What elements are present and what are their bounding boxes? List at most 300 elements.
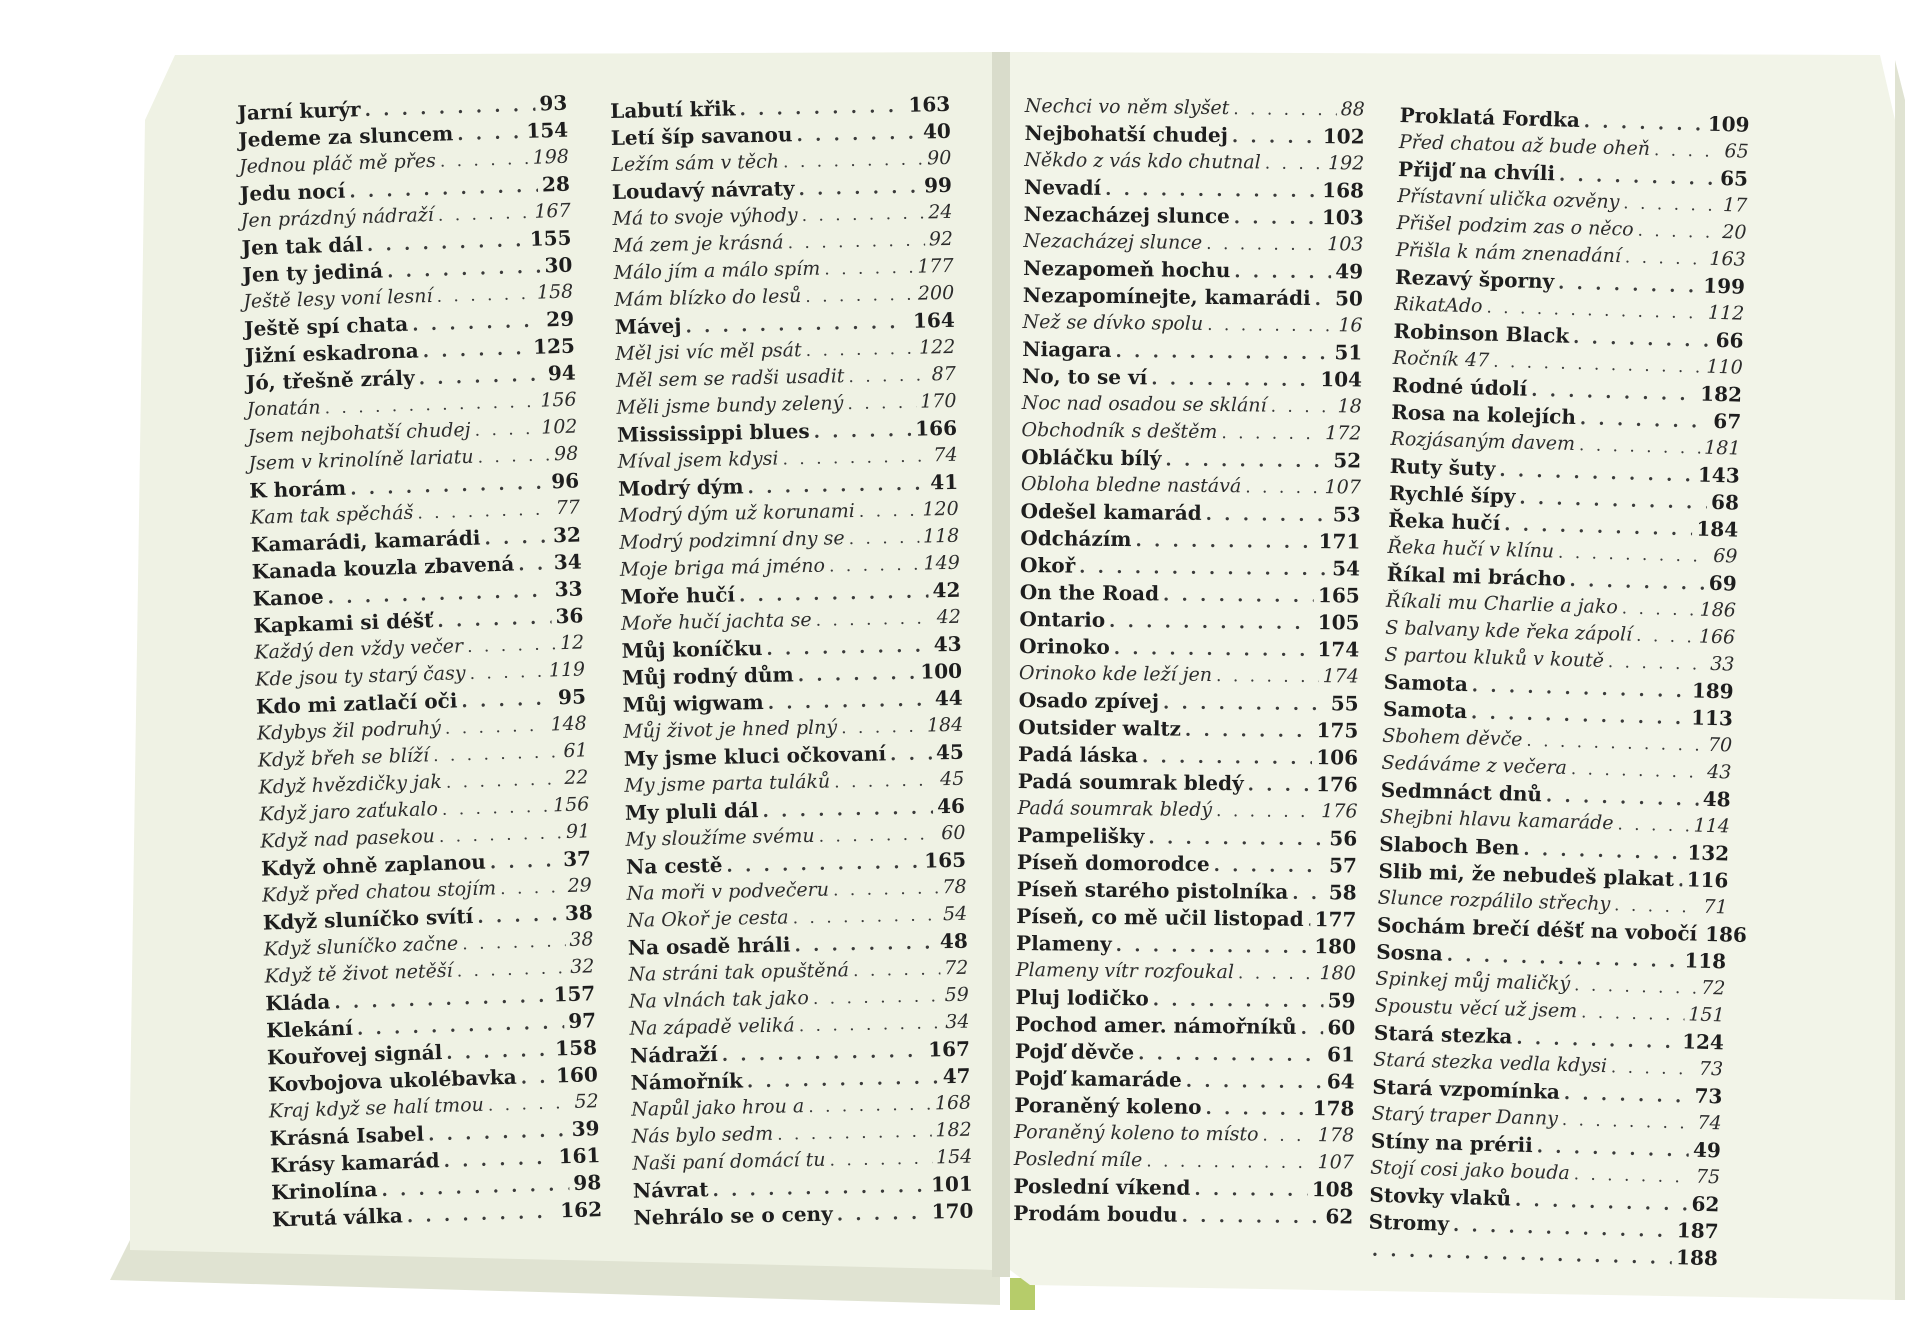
page-number: 75 <box>1695 1165 1721 1189</box>
leader-dots <box>406 1199 556 1231</box>
leader-dots <box>1138 1040 1323 1069</box>
leader-dots <box>782 443 929 473</box>
song-title: Kraj když se halí tmou <box>268 1093 485 1123</box>
page-number: 45 <box>939 767 965 791</box>
leader-dots <box>1262 1123 1314 1151</box>
song-title: Na Okoř je cesta <box>627 906 789 932</box>
leader-dots <box>1581 999 1685 1029</box>
page-number: 177 <box>1314 907 1357 932</box>
leader-dots <box>1625 244 1706 273</box>
leader-dots <box>805 336 915 365</box>
page-number: 18 <box>1337 395 1362 418</box>
page-number: 62 <box>1691 1191 1720 1217</box>
leader-dots <box>500 874 564 903</box>
page-number: 48 <box>1702 786 1731 812</box>
song-title: Pluj lodičko <box>1015 984 1149 1011</box>
page-number: 56 <box>1329 826 1358 851</box>
page-number: 65 <box>1719 165 1749 191</box>
index-entry <box>1016 930 1356 961</box>
leader-dots <box>1148 824 1325 853</box>
index-entry <box>1023 282 1363 313</box>
page-number: 98 <box>572 1170 602 1195</box>
leader-dots <box>1271 394 1334 422</box>
page-number: 65 <box>1724 140 1750 163</box>
leader-dots <box>1248 771 1313 799</box>
leader-dots <box>739 93 905 123</box>
index-entry <box>1018 741 1358 772</box>
page-number: 148 <box>550 712 588 736</box>
leader-dots <box>1701 922 1702 949</box>
song-title: Sochám brečí déšť na vobočí <box>1376 912 1698 946</box>
page-number: 107 <box>1317 1151 1354 1174</box>
page-number: 60 <box>941 821 966 845</box>
song-title: Mám blízko do lesů <box>614 285 802 311</box>
page-number: 168 <box>1322 178 1365 203</box>
page-number: 61 <box>1326 1042 1356 1067</box>
page-number: 17 <box>1722 194 1748 217</box>
song-title: Moře hučí jachta se <box>620 608 812 635</box>
song-title: Na cestě <box>625 852 723 879</box>
page-number: 97 <box>567 1008 597 1034</box>
index-entry <box>1023 228 1363 259</box>
leader-dots <box>747 1064 939 1095</box>
song-title: Osado zpívej <box>1018 687 1160 714</box>
song-title: Jsem v krinolíně lariatu <box>248 445 474 475</box>
leader-dots <box>1570 756 1703 787</box>
leader-dots <box>848 362 928 391</box>
page-number: 109 <box>1707 111 1750 137</box>
song-title: Řeka hučí v klínu <box>1387 535 1555 563</box>
page-number: 67 <box>1713 408 1742 434</box>
leader-dots <box>437 200 530 230</box>
page-number: 32 <box>552 522 582 548</box>
page-number: 52 <box>1333 448 1362 473</box>
page-number: 43 <box>1706 760 1732 784</box>
leader-dots <box>439 146 529 176</box>
leader-dots <box>1621 595 1696 624</box>
song-title: Jonatán <box>246 396 321 421</box>
page-number: 34 <box>553 549 583 575</box>
page-number: 77 <box>555 496 581 520</box>
leader-dots <box>1185 717 1313 745</box>
song-title: Říkali mu Charlie a jako <box>1385 589 1619 619</box>
song-title: Má zem je krásná <box>612 231 784 257</box>
leader-dots <box>1151 365 1316 394</box>
page-number: 87 <box>931 362 957 386</box>
song-title: Poraněný koleno <box>1014 1092 1202 1119</box>
index-entry <box>1014 1092 1354 1123</box>
leader-dots <box>848 525 919 553</box>
song-title: Kovbojova ukolébavka <box>267 1064 517 1097</box>
leader-dots <box>726 849 920 880</box>
leader-dots <box>834 767 937 796</box>
song-title: Okoř <box>1019 552 1076 578</box>
song-title: Poslední míle <box>1013 1147 1143 1172</box>
page-number: 73 <box>1698 1057 1724 1081</box>
song-title: Míval jsem kdysi <box>617 447 779 473</box>
page-number: 119 <box>548 658 586 682</box>
leader-dots <box>446 1037 552 1067</box>
song-title: Modrý podzimní dny se <box>619 527 845 554</box>
leader-dots <box>1163 581 1314 610</box>
page-number: 48 <box>939 928 968 954</box>
page-number: 118 <box>922 524 960 548</box>
song-title: Nás bylo sedm <box>631 1122 774 1148</box>
page-number: 28 <box>541 171 571 197</box>
page-number: 64 <box>1326 1069 1355 1094</box>
index-entry <box>1022 390 1362 421</box>
page-number: 122 <box>918 335 956 359</box>
leader-dots <box>1614 892 1700 921</box>
index-entry <box>1013 1173 1353 1204</box>
page-number: 49 <box>1692 1137 1722 1163</box>
song-title: Ještě lesy voní lesní <box>242 284 433 313</box>
index-entry <box>1021 417 1361 448</box>
song-title: Můj wigwam <box>622 689 764 717</box>
song-title: Stíny na prérii <box>1370 1128 1534 1158</box>
page-number: 165 <box>1317 583 1360 608</box>
index-entry <box>1022 336 1362 367</box>
page-number: 33 <box>1709 652 1735 676</box>
song-title: Mississippi blues <box>616 418 810 447</box>
song-title: Na vlnách tak jako <box>628 987 810 1013</box>
leader-dots <box>847 390 916 418</box>
leader-dots <box>1573 1161 1692 1191</box>
leader-dots <box>1181 1203 1321 1231</box>
page-number: 24 <box>928 200 953 224</box>
page-number: 100 <box>920 658 963 684</box>
leader-dots <box>1558 269 1700 300</box>
page-number: 29 <box>567 874 593 897</box>
leader-dots <box>813 417 911 446</box>
song-title: Orinoko kde leží jen <box>1018 661 1213 686</box>
leader-dots <box>762 794 933 825</box>
song-title: Můj život je hned plný <box>623 716 838 743</box>
leader-dots <box>1207 312 1334 340</box>
leader-dots <box>489 847 559 876</box>
page-number: 50 <box>1334 286 1363 311</box>
page-number: 88 <box>1340 98 1365 121</box>
leader-dots <box>1292 880 1325 907</box>
song-title: Ontario <box>1019 606 1106 632</box>
index-entry <box>1025 93 1365 124</box>
page-number: 95 <box>557 684 587 710</box>
song-title: Řeka hučí <box>1387 507 1501 535</box>
song-title: Na stráni tak opuštěná <box>628 959 850 986</box>
page-number: 12 <box>559 631 585 655</box>
leader-dots <box>436 281 533 311</box>
song-title: Starý traper Danny <box>1371 1102 1559 1130</box>
page-number: 182 <box>935 1118 972 1142</box>
page-number: 54 <box>1332 556 1361 581</box>
leader-dots <box>1153 986 1324 1015</box>
page-number: 163 <box>1709 247 1747 271</box>
song-title: Slunce rozpálilo střechy <box>1377 886 1611 916</box>
page-number: 62 <box>1325 1204 1354 1229</box>
index-entry <box>1019 660 1359 691</box>
leader-dots <box>805 282 914 311</box>
leader-dots <box>484 523 549 552</box>
page-number: 70 <box>1707 733 1733 757</box>
song-title: No, to se ví <box>1021 363 1148 390</box>
leader-dots <box>1580 405 1710 436</box>
index-entry <box>1024 120 1364 151</box>
song-title: My pluli dál <box>624 798 759 825</box>
page-number: 57 <box>1328 853 1358 878</box>
page-number: 164 <box>912 307 955 333</box>
leader-dots <box>477 901 561 931</box>
leader-dots <box>1623 190 1719 220</box>
page-number: 40 <box>922 118 952 144</box>
song-title: Kdybys žil podruhý <box>256 716 442 745</box>
song-title: Robinson Black <box>1393 318 1570 348</box>
song-title: Napůl jako hrou a <box>630 1095 805 1121</box>
page-number: 200 <box>917 281 955 305</box>
page-number: 103 <box>1321 205 1364 230</box>
leader-dots <box>474 416 537 445</box>
song-title: Než se dívko spolu <box>1022 310 1204 335</box>
page-number: 29 <box>545 306 575 332</box>
leader-dots <box>1234 258 1331 286</box>
index-entry <box>1023 255 1363 286</box>
page-number: 154 <box>525 117 569 143</box>
leader-dots <box>1186 1068 1323 1096</box>
page-number: 107 <box>1324 476 1362 499</box>
page-number: 37 <box>562 846 592 872</box>
leader-dots <box>766 632 930 662</box>
page-number: 52 <box>574 1090 599 1113</box>
page-number: 162 <box>559 1197 603 1223</box>
leader-dots <box>1216 663 1319 691</box>
page-number: 59 <box>944 983 970 1007</box>
page-number: 178 <box>1312 1096 1355 1121</box>
page-number: 46 <box>936 793 966 819</box>
page-number: 192 <box>1327 152 1365 175</box>
page-number: 186 <box>1699 598 1737 622</box>
song-title: My sloužíme svému <box>625 824 815 851</box>
leader-dots <box>813 983 941 1013</box>
leader-dots <box>1109 608 1314 637</box>
leader-dots <box>777 1118 932 1148</box>
page-number: 125 <box>532 333 576 359</box>
leader-dots <box>1105 176 1318 205</box>
page-number: 38 <box>569 928 594 951</box>
leader-dots <box>1135 527 1314 556</box>
leader-dots <box>441 794 549 824</box>
leader-dots <box>1079 554 1328 584</box>
song-title: Nehrálo se o ceny <box>633 1201 833 1230</box>
song-title: Jednou pláč mě přes <box>238 149 437 178</box>
song-title: Odcházím <box>1020 525 1132 552</box>
leader-dots <box>1232 123 1319 151</box>
song-title: Když hvězdičky jak <box>258 770 443 799</box>
song-title: Krutá válka <box>271 1203 404 1232</box>
page-number: 60 <box>1327 1015 1356 1040</box>
song-title: Samota <box>1382 696 1468 724</box>
song-title: Rezavý šporny <box>1394 264 1555 294</box>
leader-dots <box>1233 96 1337 124</box>
leader-dots <box>787 227 925 257</box>
page-number: 42 <box>932 577 961 603</box>
page-number: 157 <box>553 981 596 1007</box>
index-column-1 <box>237 90 602 1234</box>
leader-dots <box>747 470 926 501</box>
index-column-3 <box>1013 93 1365 1230</box>
song-title: Stará stezka <box>1373 1020 1513 1049</box>
song-title: Krásy kamarád <box>270 1148 440 1178</box>
index-entry <box>1014 1119 1354 1150</box>
leader-dots <box>1607 649 1706 679</box>
song-title: Přístavní ulička ozvěny <box>1397 184 1620 214</box>
song-title: Před chatou až bude oheň <box>1398 130 1651 160</box>
song-title: Slaboch Ben <box>1378 831 1520 860</box>
song-title: Obláčku bílý <box>1021 444 1162 471</box>
song-title: Krásná Isabel <box>269 1121 425 1151</box>
page-number: 55 <box>1330 691 1359 716</box>
song-title: Jó, třešně zrály <box>245 365 415 395</box>
song-title: Když jaro zaťukalo <box>259 798 439 826</box>
leader-dots <box>1206 231 1323 259</box>
song-title: Loudavý návraty <box>611 176 795 204</box>
index-entry <box>1024 147 1364 178</box>
song-title: Ještě spí chata <box>243 311 409 341</box>
page-number: 51 <box>1334 340 1363 365</box>
page-number: 41 <box>930 469 959 495</box>
page-number: 47 <box>942 1063 971 1089</box>
leader-dots <box>1221 420 1321 448</box>
index-entry <box>1024 201 1364 232</box>
page-number: 158 <box>536 280 574 304</box>
page-number: 102 <box>540 415 578 439</box>
song-title: S partou kluků v koutě <box>1384 643 1605 672</box>
song-title: Stovky vlaků <box>1369 1182 1512 1211</box>
index-entry <box>1020 579 1360 610</box>
page-number: 103 <box>1327 233 1364 256</box>
song-title: Slib mi, že nebudeš plakat <box>1378 858 1675 891</box>
leader-dots <box>456 955 566 985</box>
index-entry <box>1014 1146 1354 1177</box>
gutter-shadow <box>992 52 1010 1277</box>
page-number: 78 <box>942 875 967 899</box>
song-title: Poraněný koleno to místo <box>1014 1120 1259 1146</box>
song-title: Kapkami si déšť <box>253 608 434 638</box>
song-title: Kam tak spěcháš <box>249 501 414 529</box>
song-title: Plameny <box>1015 930 1112 956</box>
leader-dots <box>1142 743 1313 772</box>
leader-dots <box>797 660 916 689</box>
page-number: 186 <box>1704 921 1748 948</box>
page-number: 101 <box>930 1171 974 1197</box>
page-number: 30 <box>544 252 573 278</box>
leader-dots <box>469 659 545 688</box>
leader-dots <box>1573 324 1712 355</box>
index-entry <box>633 1198 973 1232</box>
index-column-4 <box>1368 102 1750 1272</box>
song-title: Odešel kamarád <box>1020 498 1202 525</box>
index-entry <box>1017 876 1357 907</box>
page-number: 172 <box>1325 422 1362 445</box>
index-entry <box>1019 606 1359 637</box>
leader-dots <box>1116 932 1311 961</box>
song-title: Outsider waltz <box>1018 714 1182 741</box>
song-title: Pochod amer. námořníků <box>1015 1011 1297 1039</box>
page-number: 189 <box>1691 678 1735 704</box>
song-title: Jižní eskadrona <box>244 338 420 368</box>
song-title: Kanada kouzla zbavená <box>251 551 515 584</box>
song-title: Spinkej můj maličký <box>1375 967 1571 996</box>
song-title: Padá láska <box>1017 741 1139 768</box>
page-number: 161 <box>558 1143 601 1169</box>
leader-dots <box>824 255 914 284</box>
page-number: 132 <box>1687 840 1730 866</box>
page-number: 92 <box>928 227 954 251</box>
leader-dots <box>1234 204 1318 232</box>
leader-dots <box>801 200 924 230</box>
leader-dots <box>438 820 562 851</box>
leader-dots <box>1561 1107 1693 1138</box>
song-title: Krinolína <box>270 1177 378 1205</box>
song-title: My jsme kluci očkovaní <box>623 741 887 771</box>
song-title: Stará stezka vedla kdysi <box>1372 1048 1608 1078</box>
page-number: 177 <box>917 254 954 278</box>
leader-dots <box>836 1200 928 1229</box>
page-number: 90 <box>926 146 952 170</box>
song-title: Říkal mi brácho <box>1386 561 1566 591</box>
index-entry <box>1024 174 1364 205</box>
song-title: Stojí cosi jako bouda <box>1369 1156 1571 1185</box>
page-number: 32 <box>569 955 595 978</box>
song-title: Nádraží <box>629 1041 718 1068</box>
page-number: 182 <box>1699 381 1743 407</box>
right-page-stack <box>1895 60 1905 1300</box>
song-title: Orinoko <box>1019 633 1110 659</box>
song-title: Přišla k nám znenadání <box>1395 238 1622 268</box>
page-number: 16 <box>1338 314 1363 337</box>
page-number: 163 <box>908 91 951 117</box>
page-number: 73 <box>1694 1083 1723 1109</box>
leader-dots <box>853 956 941 985</box>
page-number: 178 <box>1317 1124 1355 1147</box>
song-title: Když tě život netěší <box>264 959 453 988</box>
song-title: Spoustu věcí už jsem <box>1374 994 1578 1023</box>
page-number: 175 <box>1316 718 1359 743</box>
leader-dots <box>457 119 523 148</box>
song-title: Padá soumrak bledý <box>1017 768 1244 796</box>
song-title: Měl sem se radši usadit <box>615 365 845 392</box>
song-title: Rodné údolí <box>1391 372 1528 401</box>
leader-dots <box>433 739 560 770</box>
page-number: 38 <box>564 900 594 926</box>
leader-dots <box>1300 1015 1323 1042</box>
page-number: 114 <box>1693 814 1731 838</box>
page-number: 158 <box>554 1035 598 1061</box>
song-title: Jarní kurýr <box>237 97 361 125</box>
page-number: 36 <box>555 603 584 629</box>
song-title: Kláda <box>265 989 331 1016</box>
page-number: 49 <box>1335 259 1364 284</box>
song-title: Ležím sám v těch <box>611 150 780 176</box>
leader-dots <box>1265 151 1325 179</box>
leader-dots <box>1307 907 1310 934</box>
index-entry <box>1022 363 1362 394</box>
leader-dots <box>462 928 566 958</box>
song-title: Pojď děvče <box>1014 1038 1135 1065</box>
song-title: Noc nad osadou se sklání <box>1021 391 1267 417</box>
page-number: 34 <box>945 1010 970 1034</box>
index-entry <box>1022 309 1362 340</box>
song-title: Samota <box>1383 669 1469 697</box>
page-number: 108 <box>1311 1177 1354 1202</box>
